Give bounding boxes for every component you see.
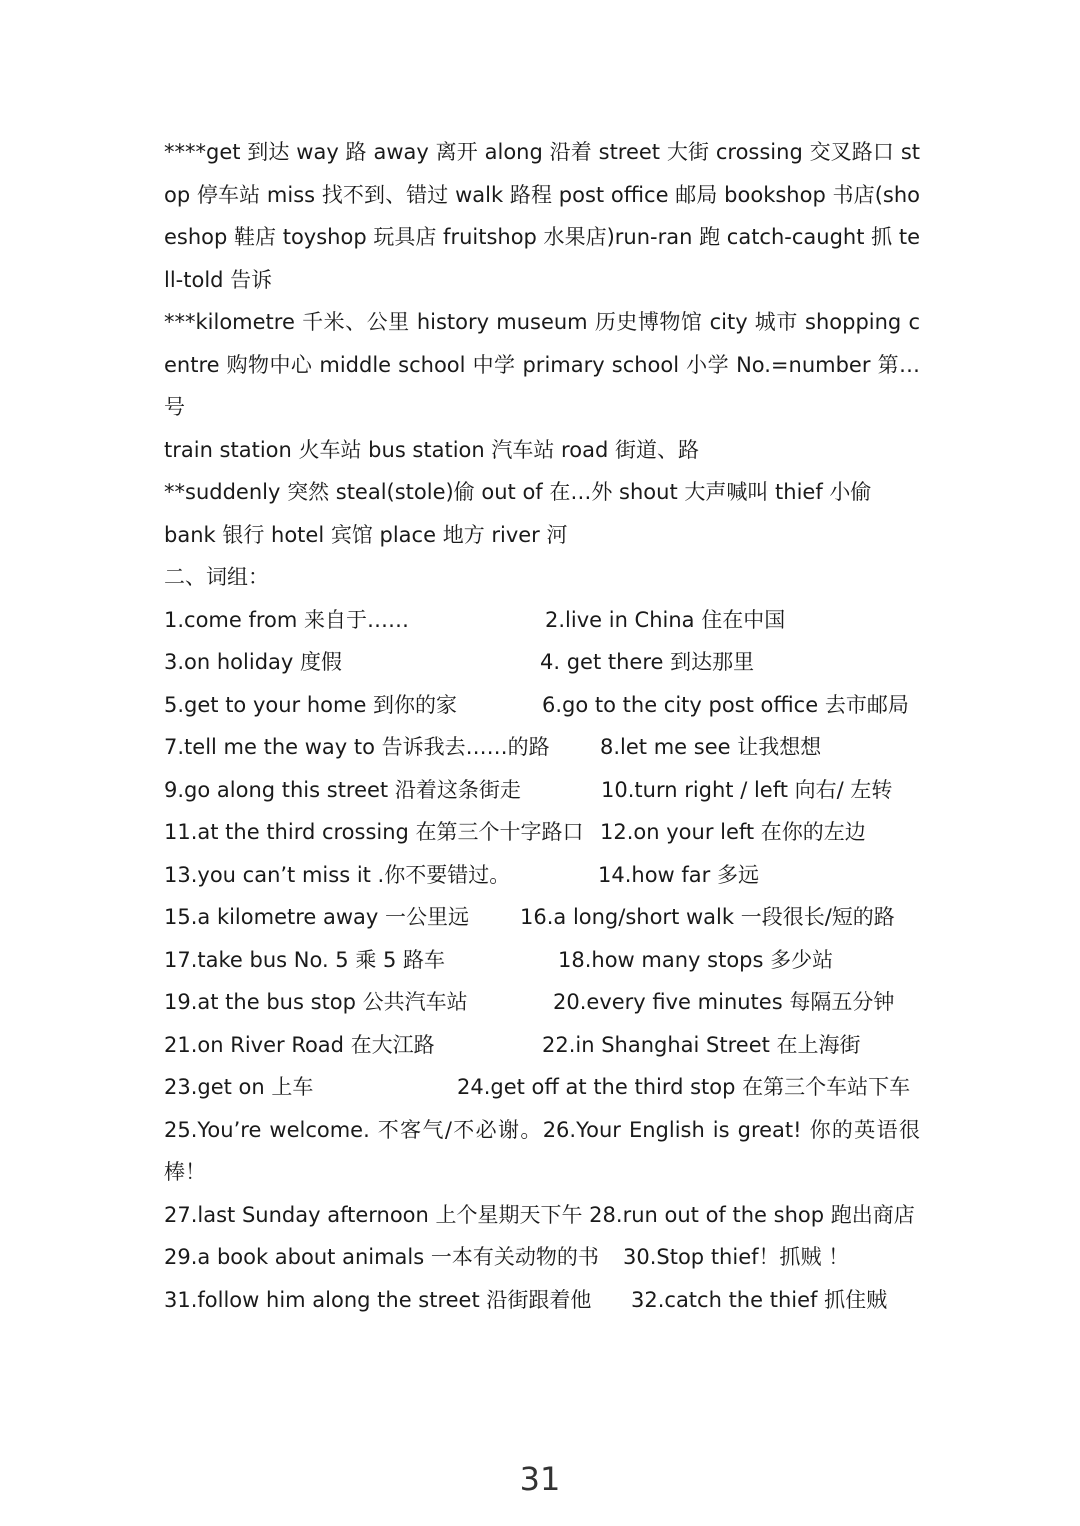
phrase-row	[164, 981, 920, 1024]
phrase-right: 4. get there 到达那里	[540, 650, 755, 674]
phrase-left: 29.a book about animals 一本有关动物的书	[164, 1245, 599, 1269]
phrase-left: 31.follow him along the street 沿街跟着他	[164, 1287, 592, 1312]
section-heading: 二、词组：	[164, 565, 269, 589]
phrase-right: 6.go to the city post office 去市邮局	[542, 692, 909, 717]
phrase-right: 14.how far 多远	[598, 862, 759, 887]
phrase-row	[164, 854, 920, 897]
phrase-paragraph-27: 27.last Sunday afternoon 上个星期天下午 28.run out of the shop 跑出商店	[164, 1202, 915, 1227]
phrase-right: 2.live in China 住在中国	[545, 607, 786, 632]
phrase-row	[164, 1279, 920, 1322]
page-number: 31	[519, 1460, 561, 1498]
vocab-paragraph-5: bank 银行 hotel 宾馆 place 地方 river 河	[164, 522, 568, 547]
phrase-paragraph-25: 25.You’re welcome. 不客气/不必谢。26.Your English is great! 你的英语很棒！	[164, 1117, 920, 1184]
phrase-left: 21.on River Road 在大江路	[164, 1032, 435, 1057]
phrase-left: 13.you can’t miss it .你不要错过。	[164, 862, 511, 887]
phrase-right: 32.catch the thief 抓住贼	[631, 1287, 888, 1312]
phrase-right: 18.how many stops 多少站	[558, 947, 834, 972]
phrase-row	[164, 769, 920, 812]
phrase-row	[164, 641, 920, 684]
phrase-left: 19.at the bus stop 公共汽车站	[164, 990, 468, 1014]
document-body	[164, 131, 920, 1321]
phrase-right: 30.Stop thief！抓贼 ！	[623, 1245, 850, 1269]
phrase-left: 15.a kilometre away 一公里远	[164, 905, 470, 929]
phrase-right: 10.turn right / left 向右/ 左转	[601, 777, 893, 802]
phrase-left: 5.get to your home 到你的家	[164, 692, 458, 717]
vocab-paragraph-4: **suddenly 突然 steal(stole)偷 out of 在…外 shout 大声喊叫 thief 小偷	[164, 480, 872, 504]
phrase-left: 9.go along this street 沿着这条街走	[164, 777, 521, 802]
phrase-right: 12.on your left 在你的左边	[600, 820, 866, 844]
vocab-paragraph-3: train station 火车站 bus station 汽车站 road 街道、路	[164, 437, 699, 462]
phrase-row	[164, 939, 920, 982]
phrase-right: 24.get off at the third stop 在第三个车站下车	[457, 1075, 911, 1099]
phrase-row	[164, 1024, 920, 1067]
phrase-row	[164, 726, 920, 769]
phrase-right: 16.a long/short walk 一段很长/短的路	[520, 905, 895, 929]
phrase-left: 1.come from 来自于……	[164, 607, 410, 632]
phrase-right: 22.in Shanghai Street 在上海街	[542, 1032, 861, 1057]
phrase-row	[164, 811, 920, 854]
phrase-left: 3.on holiday 度假	[164, 650, 342, 674]
phrase-left: 11.at the third crossing 在第三个十字路口	[164, 820, 584, 844]
phrase-left: 23.get on 上车	[164, 1075, 314, 1099]
vocab-paragraph-1: ****get 到达 way 路 away 离开 along 沿着 street 大街 crossing 交叉路口 stop 停车站 miss 找不到、错过 walk 路程 post office 邮局 bookshop 书店(shoeshop 鞋店 toyshop 玩具店 fruitshop 水果店)run-ran 跑 catch-caught 抓 tell-told 告诉	[164, 140, 920, 292]
phrase-left: 7.tell me the way to 告诉我去……的路	[164, 735, 550, 759]
phrase-row	[164, 896, 920, 939]
phrase-right: 20.every five minutes 每隔五分钟	[553, 990, 895, 1014]
phrase-left: 17.take bus No. 5 乘 5 路车	[164, 947, 446, 972]
vocab-paragraph-2: ***kilometre 千米、公里 history museum 历史博物馆 city 城市 shopping centre 购物中心 middle school 中学 primary school 小学 No.=number 第…号	[164, 310, 920, 419]
phrase-row	[164, 1066, 920, 1109]
phrase-right: 8.let me see 让我想想	[600, 735, 822, 759]
phrase-row	[164, 684, 920, 727]
phrase-row	[164, 1236, 920, 1279]
phrase-row	[164, 599, 920, 642]
